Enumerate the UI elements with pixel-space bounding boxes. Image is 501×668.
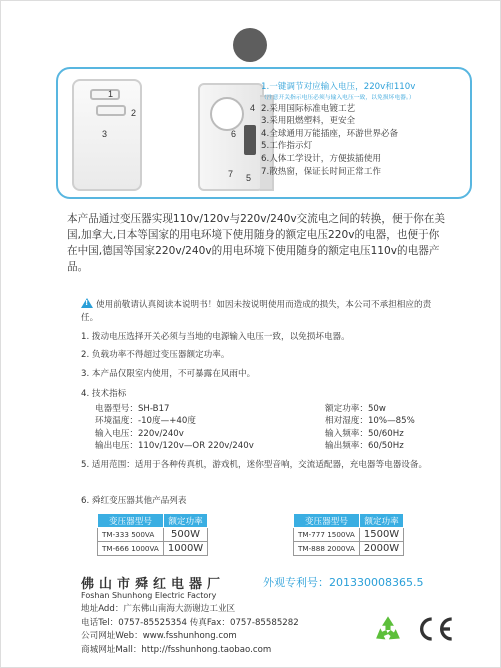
spec-humidity: 相对湿度：10%—85% (325, 416, 415, 427)
table-row (98, 542, 208, 556)
spec-row (95, 428, 404, 440)
warning-text: 使用前敬请认真阅读本说明书！如因未按说明使用而造成的损失，本公司不承担相应的责任。 (81, 300, 432, 323)
diagram-number-2: 2 (131, 108, 137, 118)
spec-model: 电器型号：SH-B17 (95, 404, 170, 414)
spec-output-frequency: 输出频率：60/50Hz (325, 440, 404, 451)
spec-input-frequency: 输入频率：50/60Hz (325, 428, 404, 439)
diagram-number-1: 1 (108, 89, 114, 99)
product-intro: 本产品通过变压器实现110v/120v与220v/240v交流电之间的转换，便于你在美国,加拿大,日本等国家的用电环境下使用随身的额定电压220v的电器，也便于你在中国,德国等国家220v/240v的用电环境下使用随身的额定电压110v的电器产品。 (67, 213, 445, 273)
front-slot-2 (96, 105, 126, 116)
feature-6: 6.人体工学设计，方便拔插使用 (261, 153, 381, 164)
header-model: 变压器型号 (98, 514, 164, 528)
diagram-number-6: 6 (231, 129, 237, 139)
website: 公司网址Web：www.fsshunhong.com (81, 631, 237, 641)
product-table-left (97, 513, 208, 556)
mall-link: 商城网址Mall：http://fsshunhong.taobao.com (81, 644, 272, 655)
header-power: 额定功率 (359, 514, 403, 528)
address: 地址Add：广东佛山南海大沥谢边工业区 (81, 604, 236, 614)
spec-table (95, 403, 415, 452)
header-model: 变压器型号 (294, 514, 360, 528)
company-name-cn: 佛山市舜红电器厂 (81, 577, 226, 592)
contact-info (81, 603, 299, 657)
feature-5: 5.工作指示灯 (261, 141, 313, 152)
device-front-view (72, 79, 142, 191)
feature-1: 1.一键调节对应输入电压，220v和110v (261, 82, 416, 92)
instruction-1: 1. 拨动电压选择开关必须与当地的电源输入电压一致，以免损坏电器。 (81, 332, 350, 342)
instruction-6: 6. 舜红变压器其他产品列表 (81, 496, 187, 506)
product-table-right (293, 513, 404, 556)
instruction-2: 2. 负载功率不得超过变压器额定功率。 (81, 350, 230, 360)
feature-list (261, 81, 461, 178)
product-diagram-panel (56, 67, 472, 199)
punch-hole (233, 28, 267, 62)
diagram-number-5: 5 (246, 173, 252, 183)
instruction-4-title: 4. 技术指标 (81, 389, 127, 399)
spec-row (95, 403, 386, 415)
model-cell: TM-666 1000VA (98, 542, 164, 556)
phone-fax: 电话Tel：0757-85525354 传真Fax：0757-85585282 (81, 617, 299, 628)
feature-2: 2.采用国际标准电镀工艺 (261, 103, 356, 114)
power-cell: 500W (163, 528, 207, 542)
spec-row (95, 415, 415, 427)
table-row (294, 528, 404, 542)
spec-power: 额定功率：50w (325, 404, 386, 414)
recycle-icon (371, 613, 405, 647)
warning-icon: ! (81, 298, 93, 308)
model-cell: TM-333 500VA (98, 528, 164, 542)
spec-input-voltage: 输入电压：220v/240v (95, 428, 184, 439)
power-cell: 1500W (359, 528, 403, 542)
spec-row (95, 440, 404, 452)
power-cell: 2000W (359, 542, 403, 556)
feature-3: 3.采用阻燃塑料，更安全 (261, 116, 356, 127)
universal-socket (210, 97, 244, 131)
header-power: 额定功率 (163, 514, 207, 528)
diagram-number-4: 4 (250, 103, 256, 113)
table-header-row (98, 514, 208, 528)
table-header-row (294, 514, 404, 528)
warning-notice (81, 298, 441, 325)
patent-number: 外观专利号：201330008365.5 (263, 576, 424, 589)
ce-mark-icon (415, 613, 455, 645)
feature-7: 7.散热窗，保证长时间正常工作 (261, 166, 381, 177)
spec-output-voltage: 输出电压：110v/120v—OR 220v/240v (95, 440, 254, 451)
instruction-3: 3. 本产品仅限室内使用，不可暴露在风雨中。 (81, 369, 256, 379)
spec-temperature: 环境温度：-10度—+40度 (95, 416, 196, 427)
table-row (98, 528, 208, 542)
feature-note: （注意开关指示电压必须与输入电压一致，以免损坏电器。） (261, 94, 415, 101)
instruction-5: 5. 适用范围：适用于各种传真机，游戏机，迷你型音响，交流适配器，充电器等电器设备。 (81, 460, 428, 470)
power-cell: 1000W (163, 542, 207, 556)
table-row (294, 542, 404, 556)
feature-4: 4.全球通用万能插座，环游世界必备 (261, 128, 399, 139)
model-cell: TM-888 2000VA (294, 542, 360, 556)
diagram-number-7: 7 (228, 169, 234, 179)
model-cell: TM-777 1500VA (294, 528, 360, 542)
voltage-switch (244, 125, 256, 155)
front-slot-1 (90, 89, 120, 100)
diagram-number-3: 3 (102, 129, 108, 139)
company-name-en: Foshan Shunhong Electric Factory (81, 591, 217, 600)
